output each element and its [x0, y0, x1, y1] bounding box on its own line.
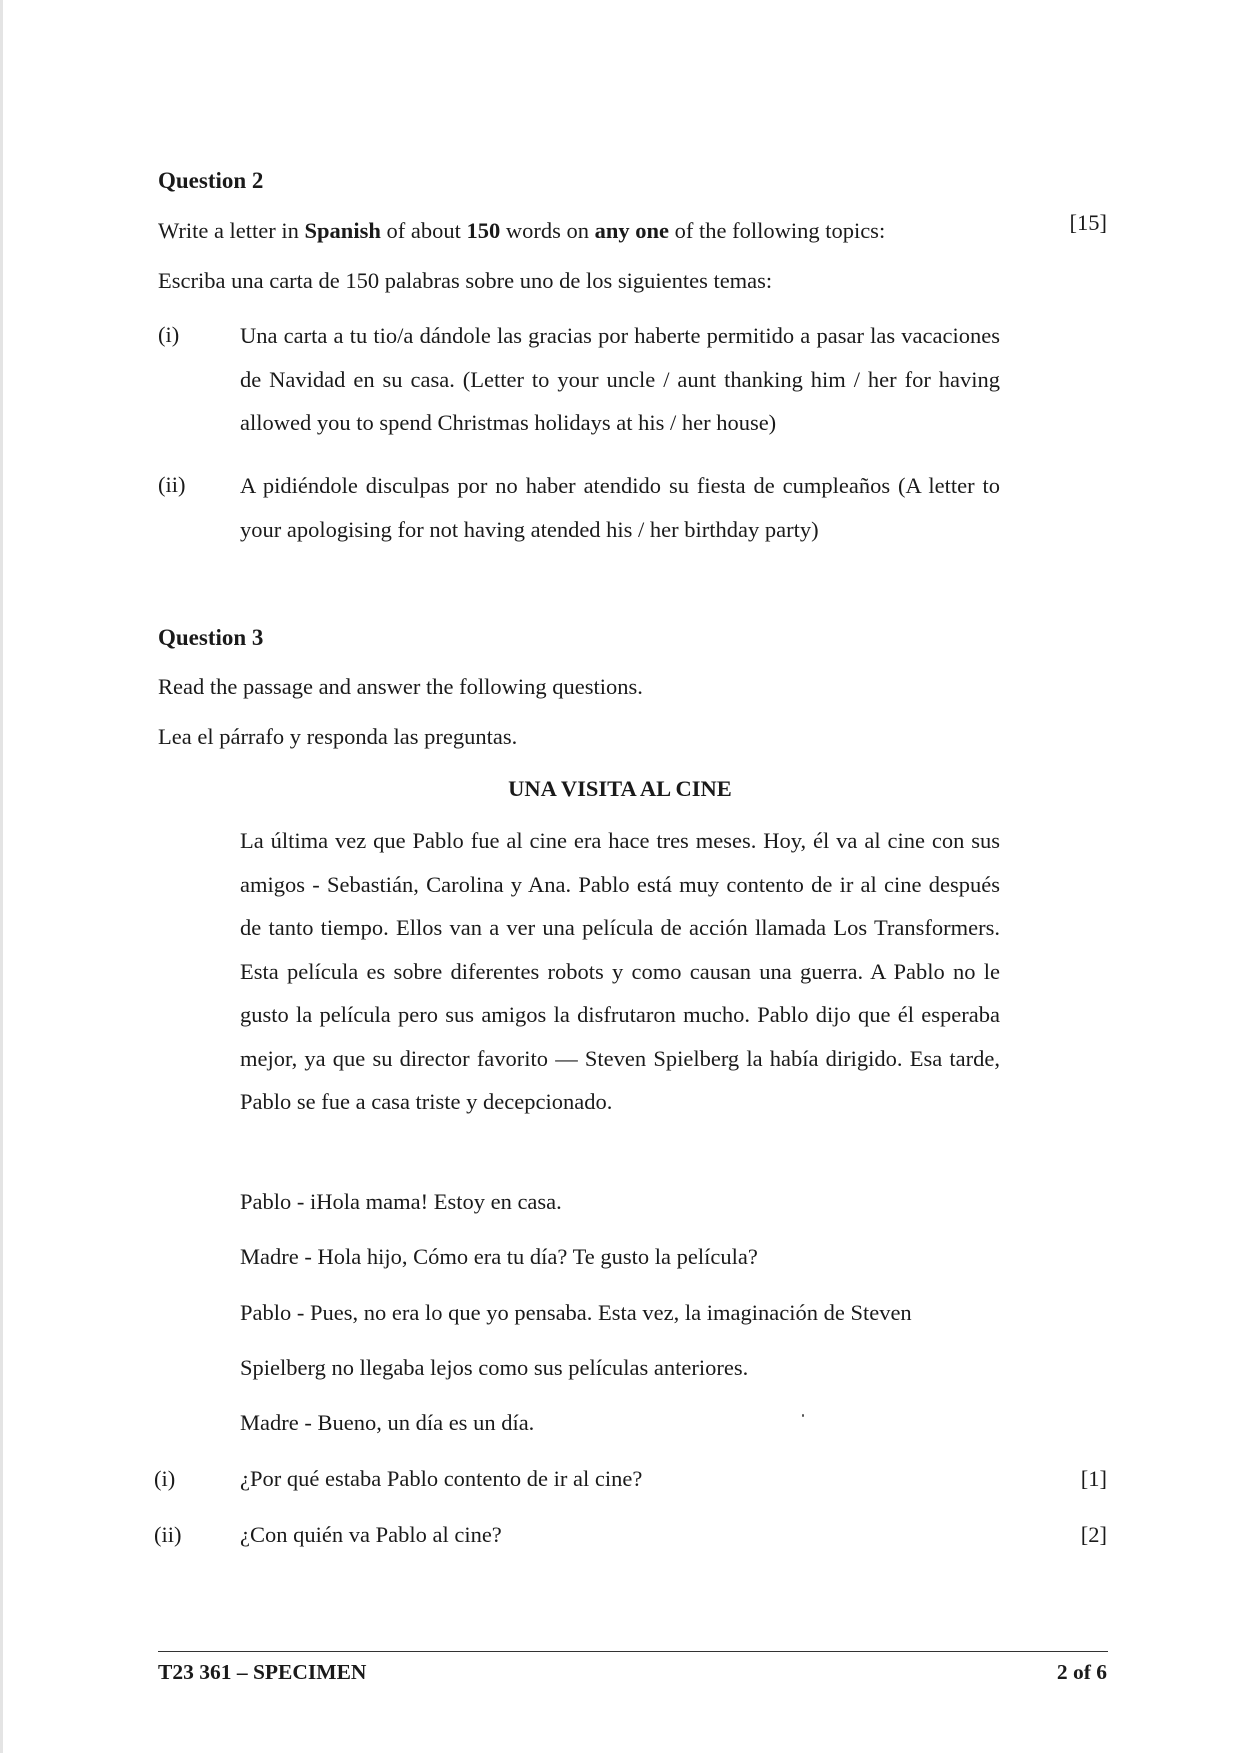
- dialogue-line: Madre - Bueno, un día es un día.: [240, 1410, 535, 1435]
- option-number: (ii): [158, 472, 186, 497]
- dialogue-line: Pablo - Pues, no era lo que yo pensaba. Esta vez, la imaginación de Steven: [240, 1300, 912, 1325]
- passage-paragraph: La última vez que Pablo fue al cine era hace tres meses. Hoy, él va al cine con sus amigos - Sebastián, Carolina y Ana. Pablo está muy contento de ir al cine después de tanto tiempo. Ellos van a ver una película de acción llamada Los Transformers. Esta película es sobre diferentes robots y como causan una guerra. A Pablo no le gusto la película pero sus amigos la disfrutaron mucho. Pablo dijo que él esperaba mejor, ya que su director favorito — Steven Spielberg la había dirigido. Esa tarde, Pablo se fue a casa triste y decepcionado.: [240, 828, 1000, 1114]
- bold-text: any one: [594, 218, 669, 243]
- question-number: (ii): [154, 1522, 182, 1547]
- question-3-instruction-es: Lea el párrafo y responda las preguntas.: [158, 724, 518, 749]
- question-2-heading: Question 2: [158, 168, 264, 193]
- option-text: A pidiéndole disculpas por no haber atendido su fiesta de cumpleaños (A letter to your apologising for not having atended his / her birthday party): [240, 473, 1000, 542]
- question-text: ¿Por qué estaba Pablo contento de ir al cine?: [240, 1466, 643, 1491]
- ink-speck: [802, 1414, 804, 1417]
- footer-page-number: 2 of 6: [1056, 1660, 1107, 1684]
- dialogue-line: Pablo - iHola mama! Estoy en casa.: [240, 1189, 562, 1214]
- footer-rule: [158, 1651, 1108, 1652]
- text-segment: words on: [500, 218, 595, 243]
- question-marks: [1]: [1080, 1466, 1107, 1491]
- question-text: ¿Con quién va Pablo al cine?: [240, 1522, 502, 1547]
- option-text: Una carta a tu tio/a dándole las gracias por haberte permitido a pasar las vacaciones de Navidad en su casa. (Letter to your uncle / aunt thanking him / her for having allowed you to spend Christmas holidays at his / her house): [240, 323, 1000, 435]
- question-2-instruction-es: Escriba una carta de 150 palabras sobre uno de los siguientes temas:: [158, 268, 773, 293]
- question-3-instruction-en: Read the passage and answer the following questions.: [158, 674, 643, 699]
- passage-title: UNA VISITA AL CINE: [508, 776, 732, 801]
- bold-text: Spanish: [304, 218, 381, 243]
- footer-paper-code: T23 361 – SPECIMEN: [158, 1660, 367, 1684]
- text-segment: of the following topics:: [668, 218, 886, 243]
- question-2-instruction-en: [158, 218, 885, 244]
- text-segment: Write a letter in: [158, 218, 305, 243]
- question-3-heading: Question 3: [158, 625, 264, 650]
- text-segment: of about: [380, 218, 467, 243]
- page-edge: [0, 0, 3, 1753]
- bold-text: 150: [466, 218, 501, 243]
- dialogue-line: Madre - Hola hijo, Cómo era tu día? Te gusto la película?: [240, 1244, 758, 1269]
- question-number: (i): [154, 1466, 176, 1491]
- option-number: (i): [158, 322, 180, 347]
- question-2-marks: [15]: [1069, 210, 1107, 235]
- question-marks: [2]: [1080, 1522, 1107, 1547]
- dialogue-line: Spielberg no llegaba lejos como sus películas anteriores.: [240, 1355, 749, 1380]
